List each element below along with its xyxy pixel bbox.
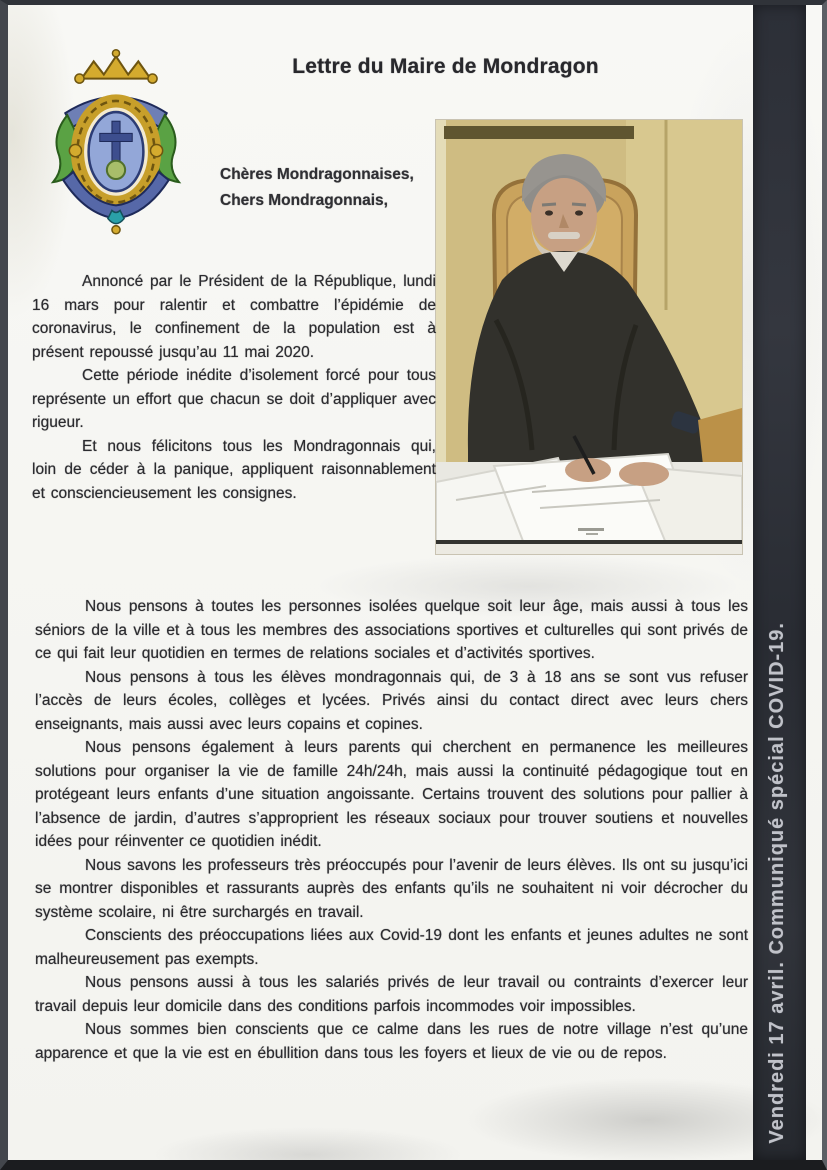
page-title: Lettre du Maire de Mondragon [292, 55, 599, 78]
body-paragraph: Nous savons les professeurs très préoccupés pour l’avenir de leurs élèves. Ils ont su jusqu’ici se montrer disponibles et rassurants auprès des enfants qu’ils ne souhaitent ni voir décrocher du système scolaire, ni être surchargés en travail. [35, 856, 748, 921]
intro-paragraph: Et nous félicitons tous les Mondragonnais qui, loin de céder à la panique, appliquent raisonnablement et consciencieusement les consignes. [32, 437, 436, 502]
intro-column [32, 270, 436, 505]
body-paragraph: Conscients des préoccupations liées aux Covid-19 dont les enfants et jeunes adultes ne sont malheureusement pas exempts. [35, 927, 748, 968]
body-paragraph: Nous pensons également à leurs parents qui cherchent en permanence les meilleures solutions pour organiser la vie de famille 24h/24h, mais aussi la continuité pédagogique tout en protégeant leurs enfants d’une situation angoissante. Certains trouvent des solutions pour pallier à l’absence de jardin, d’autres s’approprient les réseaux sociaux pour trouver soutiens et nouvelles idées pour réinventer ce quotidien inédit. [35, 739, 748, 850]
intro-paragraph: Annoncé par le Président de la République, lundi 16 mars pour ralentir et combattre l’épidémie de coronavirus, le confinement de la population est à présent repoussé jusqu’au 11 mai 2020. [32, 273, 436, 361]
salutation [220, 162, 414, 214]
mayor-photo [436, 120, 742, 554]
letter-body [35, 595, 748, 1065]
body-paragraph: Nous sommes bien conscients que ce calme dans les rues de notre village n’est qu’une apparence et que la vie est en ébullition dans tous les foyers et lieux de vie ou de repos. [35, 1021, 748, 1062]
body-paragraph: Nous pensons aussi à tous les salariés privés de leur travail ou contraints d’exercer leur travail depuis leur domicile dans des conditions parfois incommodes voir impossibles. [35, 974, 748, 1015]
salutation-line: Chers Mondragonnais, [220, 192, 388, 209]
body-paragraph: Nous pensons à tous les élèves mondragonnais qui, de 3 à 18 ans se sont vus refuser l’accès de leurs écoles, collèges et lycées. Privés ainsi du contact direct avec leurs chers enseignants, mais aussi avec leurs copains et copines. [35, 668, 748, 733]
banner-text: Vendredi 17 avril. Communiqué spécial COVID-19. [766, 622, 788, 1144]
salutation-line: Chères Mondragonnaises, [220, 166, 414, 183]
mayor-photo-graphic [436, 120, 742, 554]
covid-communique-banner [753, 5, 806, 1160]
intro-paragraph: Cette période inédite d’isolement forcé pour tous représente un effort que chacun se doit d’appliquer avec rigueur. [32, 367, 436, 431]
body-paragraph: Nous pensons à toutes les personnes isolées quelque soit leur âge, mais aussi à tous les séniors de la ville et à tous les membres des associations sportives et culturelles qui sont privés de ce qui fait leur quotidien en termes de relations sociales et d’activités sportives. [35, 598, 748, 662]
